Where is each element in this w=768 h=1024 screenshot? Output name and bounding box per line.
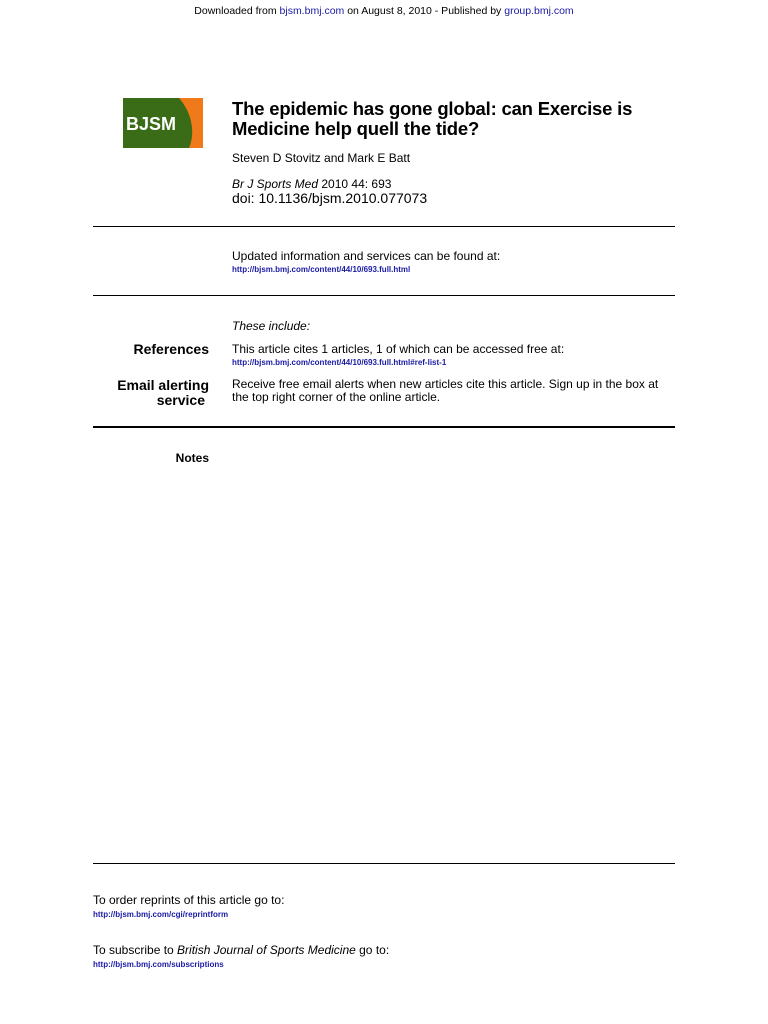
- article-authors: Steven D Stovitz and Mark E Batt: [232, 151, 411, 165]
- subscribe-text: [93, 943, 389, 957]
- subscriptions-link[interactable]: http://bjsm.bmj.com/subscriptions: [93, 960, 224, 969]
- divider-1: [93, 226, 675, 227]
- email-alert-label-line1: Email alerting: [117, 377, 209, 393]
- site-link[interactable]: bjsm.bmj.com: [279, 5, 345, 17]
- notes-label: Notes: [175, 451, 209, 465]
- full-text-link[interactable]: http://bjsm.bmj.com/content/44/10/693.full.html: [232, 265, 411, 274]
- logo-text: BJSM: [126, 114, 177, 134]
- article-doi: doi: 10.1136/bjsm.2010.077073: [232, 190, 428, 206]
- subscribe-prefix: To subscribe to: [93, 943, 178, 957]
- includes-heading: These include:: [232, 319, 311, 333]
- journal-volume: 2010 44: 693: [321, 177, 392, 191]
- reprints-link[interactable]: http://bjsm.bmj.com/cgi/reprintform: [93, 910, 229, 919]
- subscribe-suffix: go to:: [355, 943, 390, 957]
- divider-3: [93, 426, 675, 428]
- references-link[interactable]: http://bjsm.bmj.com/content/44/10/693.full.html#ref-list-1: [232, 358, 447, 367]
- references-label: References: [133, 341, 209, 357]
- divider-4: [93, 863, 675, 864]
- article-citation: [232, 177, 391, 191]
- publisher-link[interactable]: group.bmj.com: [504, 5, 574, 17]
- divider-2: [93, 295, 675, 296]
- email-alert-label-line2: service: [156, 392, 205, 408]
- reprints-text: To order reprints of this article go to:: [93, 893, 285, 907]
- download-note: [0, 5, 768, 17]
- journal-name: Br J Sports Med: [232, 177, 319, 191]
- bjsm-logo: [123, 98, 203, 148]
- references-text: This article cites 1 articles, 1 of which can be accessed free at:: [232, 342, 565, 356]
- email-alert-label: [117, 378, 209, 408]
- download-note-middle: on August 8, 2010 - Published by: [344, 5, 505, 17]
- article-title: The epidemic has gone global: can Exercise is Medicine help quell the tide?: [232, 98, 633, 139]
- email-alert-text: Receive free email alerts when new articles cite this article. Sign up in the box at the top right corner of the online article.: [232, 377, 659, 404]
- subscribe-journal: British Journal of Sports Medicine: [177, 943, 356, 957]
- updated-info-text: Updated information and services can be found at:: [232, 249, 501, 263]
- download-note-prefix: Downloaded from: [194, 5, 280, 17]
